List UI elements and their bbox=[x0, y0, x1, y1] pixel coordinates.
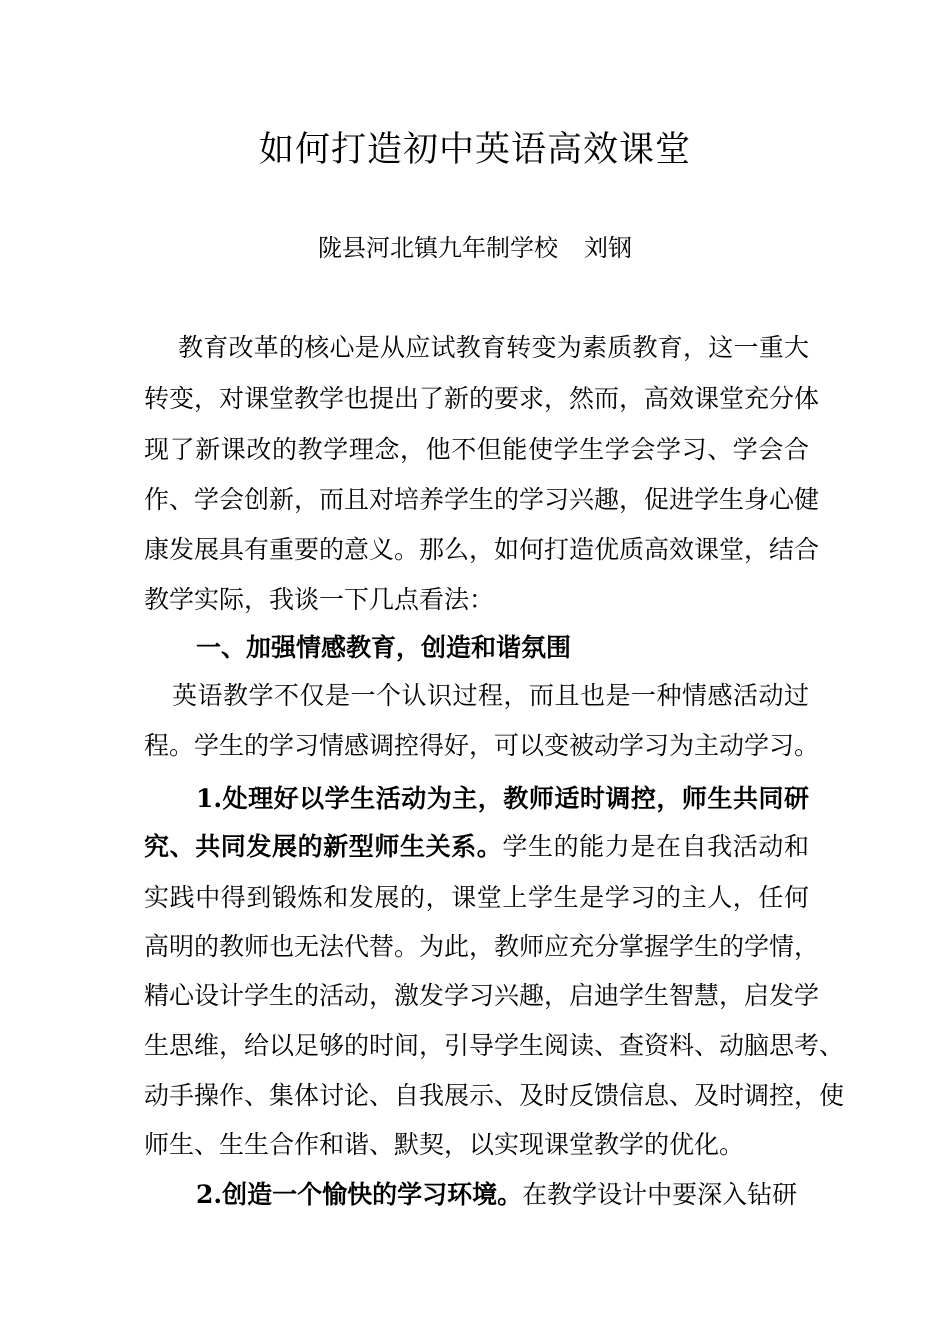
point-2-rest: 在教学设计中要深入钻研 bbox=[522, 1180, 798, 1209]
intro-line-2: 转变，对课堂教学也提出了新的要求，然而，高效课堂充分体 bbox=[144, 384, 820, 413]
point-1-line-6: 生思维，给以足够的时间，引导学生阅读、查资料、动脑思考、 bbox=[144, 1031, 845, 1060]
intro-line-1: 教育改革的核心是从应试教育转变为素质教育，这一重大 bbox=[178, 333, 809, 362]
section-1-line-1: 英语教学不仅是一个认识过程，而且也是一种情感活动过 bbox=[172, 681, 809, 710]
point-2-line-1 bbox=[196, 1173, 809, 1217]
point-1-rest-line-2: 学生的能力是在自我活动和 bbox=[502, 832, 809, 861]
section-1-line-2: 程。学生的学习情感调控得好，可以变被动学习为主动学习。 bbox=[144, 731, 820, 760]
point-1-line-3: 实践中得到锻炼和发展的，课堂上学生是学习的主人，任何 bbox=[144, 883, 809, 912]
document-title: 如何打造初中英语高效课堂 bbox=[258, 130, 691, 170]
point-1-line-2 bbox=[144, 825, 809, 869]
point-2-bold: 2.创造一个愉快的学习环境。 bbox=[196, 1180, 523, 1209]
point-1-line-4: 高明的教师也无法代替。为此，教师应充分掌握学生的学情， bbox=[144, 932, 820, 961]
point-1-bold-line-1: 1.处理好以学生活动为主，教师适时调控，师生共同研 bbox=[196, 784, 809, 813]
author-school: 陇县河北镇九年制学校 bbox=[318, 234, 558, 262]
intro-line-5: 康发展具有重要的意义。那么，如何打造优质高效课堂，结合 bbox=[144, 535, 820, 564]
point-1-bold-line-2: 究、共同发展的新型师生关系。 bbox=[144, 832, 503, 861]
intro-line-3: 现了新课改的教学理念，他不但能使学生学会学习、学会合 bbox=[144, 435, 809, 464]
point-1-line-8: 师生、生生合作和谐、默契，以实现课堂教学的优化。 bbox=[144, 1130, 745, 1159]
point-1-line-7: 动手操作、集体讨论、自我展示、及时反馈信息、及时调控，使 bbox=[144, 1081, 845, 1110]
intro-line-6: 教学实际，我谈一下几点看法： bbox=[144, 585, 495, 614]
author-name: 刘钢 bbox=[584, 234, 632, 262]
point-1-line-5: 精心设计学生的活动，激发学习兴趣，启迪学生智慧，启发学 bbox=[144, 981, 820, 1010]
section-1-heading: 一、加强情感教育，创造和谐氛围 bbox=[196, 633, 572, 662]
intro-line-4: 作、学会创新，而且对培养学生的学习兴趣，促进学生身心健 bbox=[144, 485, 820, 514]
author-line bbox=[0, 230, 950, 266]
